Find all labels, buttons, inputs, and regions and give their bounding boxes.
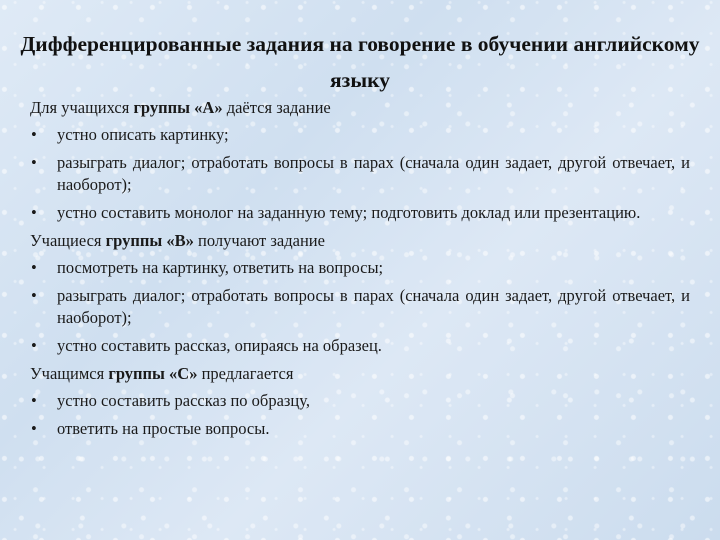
group-a-intro xyxy=(30,97,690,119)
list-item-text: устно составить рассказ по образцу, xyxy=(57,391,310,410)
list-item-text: ответить на простые вопросы. xyxy=(57,419,270,438)
group-b-intro-before: Учащиеся xyxy=(30,231,106,250)
group-a-list xyxy=(30,124,690,224)
list-item xyxy=(30,257,690,279)
list-item xyxy=(30,152,690,196)
group-b-label: группы «В» xyxy=(105,231,194,250)
group-a xyxy=(30,97,690,224)
group-c-intro-after: предлагается xyxy=(197,364,294,383)
list-item xyxy=(30,285,690,329)
list-item xyxy=(30,418,690,440)
list-item xyxy=(30,335,690,357)
group-c-intro-before: Учащимся xyxy=(30,364,109,383)
list-item-text: устно описать картинку; xyxy=(57,125,229,144)
list-item-text: разыграть диалог; отработать вопросы в парах (сначала один задает, другой отвечает, и наоборот); xyxy=(57,153,690,194)
list-item-text: устно составить монолог на заданную тему; подготовить доклад или презентацию. xyxy=(57,203,641,222)
group-b-intro xyxy=(30,230,690,252)
bullet-icon: • xyxy=(31,286,37,305)
group-a-intro-after: даётся задание xyxy=(222,98,331,117)
bullet-icon: • xyxy=(31,153,37,172)
group-b-intro-after: получают задание xyxy=(193,231,325,250)
bullet-icon: • xyxy=(31,258,37,277)
group-c-list xyxy=(30,390,690,440)
bullet-icon: • xyxy=(31,125,37,144)
group-b xyxy=(30,230,690,357)
group-a-intro-before: Для учащихся xyxy=(30,98,134,117)
group-c-label: группы «С» xyxy=(108,364,198,383)
list-item xyxy=(30,124,690,146)
list-item xyxy=(30,390,690,412)
group-c xyxy=(30,363,690,440)
group-c-intro xyxy=(30,363,690,385)
list-item-text: устно составить рассказ, опираясь на образец. xyxy=(57,336,382,355)
list-item-text: посмотреть на картинку, ответить на вопросы; xyxy=(57,258,384,277)
slide-title: Дифференцированные задания на говорение в обучении английскому языку xyxy=(20,32,700,92)
bullet-icon: • xyxy=(31,336,37,355)
group-b-list xyxy=(30,257,690,357)
list-item-text: разыграть диалог; отработать вопросы в парах (сначала один задает, другой отвечает, и наоборот); xyxy=(57,286,690,327)
bullet-icon: • xyxy=(31,419,37,438)
bullet-icon: • xyxy=(31,391,37,410)
slide-content xyxy=(30,97,690,446)
group-a-label: группы «А» xyxy=(133,98,223,117)
list-item xyxy=(30,202,690,224)
bullet-icon: • xyxy=(31,203,37,222)
